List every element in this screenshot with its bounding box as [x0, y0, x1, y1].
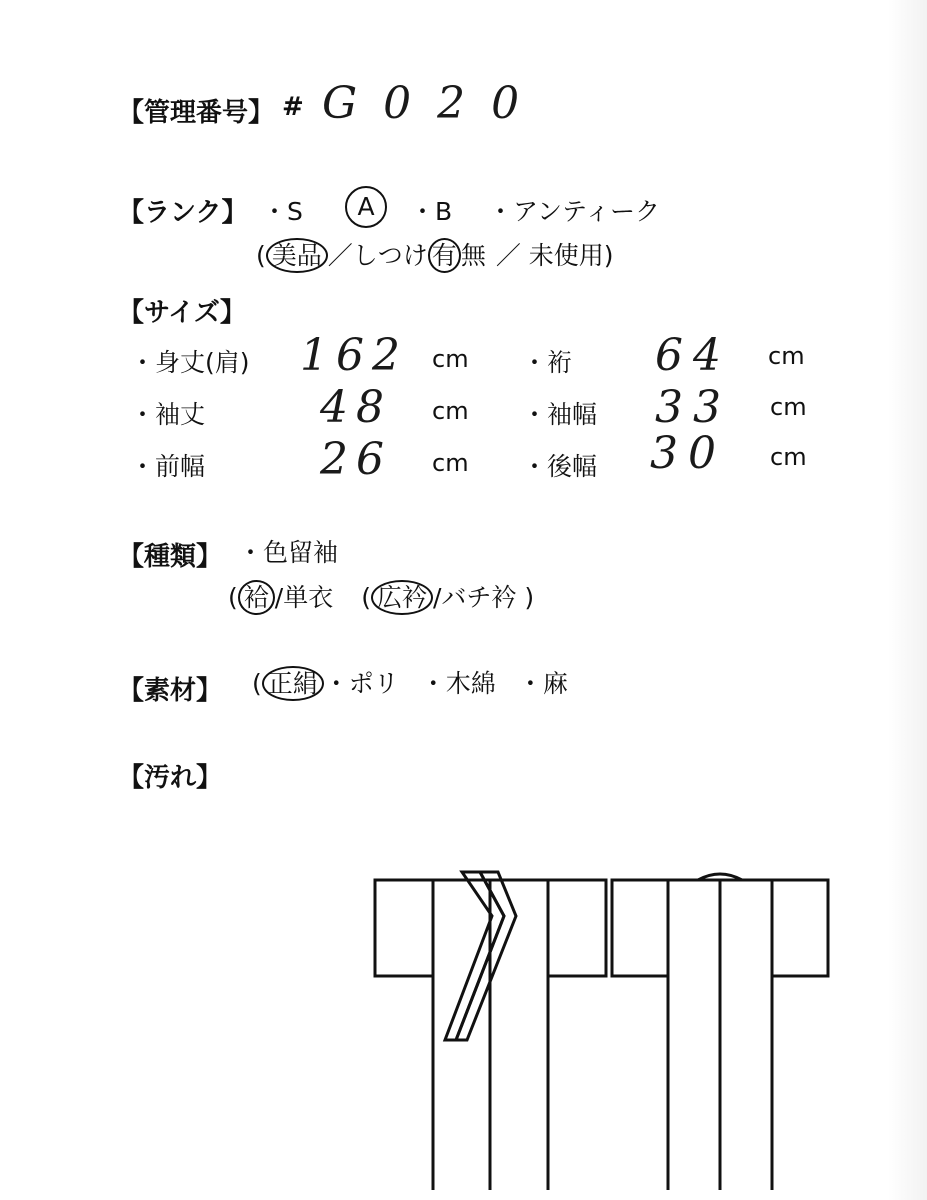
- size-left-label: ・身丈(肩): [130, 348, 250, 377]
- kimono-front-diagram: [370, 860, 610, 1200]
- management-hash: #: [282, 92, 304, 122]
- rank-mu: 無: [460, 241, 486, 270]
- size-right-label: ・裄: [522, 348, 573, 377]
- material-momen: ・木綿: [420, 669, 496, 698]
- size-left-value: 48: [320, 382, 392, 433]
- type-hitoe: /単衣: [274, 583, 334, 612]
- size-left-label: ・袖丈: [130, 400, 206, 429]
- page-edge-shadow: [887, 0, 927, 1200]
- size-right-value: 64: [655, 330, 731, 381]
- size-right-label: ・袖幅: [522, 400, 598, 429]
- size-right-unit: cm: [770, 393, 807, 421]
- size-label: 【サイズ】: [118, 298, 246, 328]
- material-poly: ・ポリ: [323, 669, 399, 698]
- rank-bihin-circled: 美品: [266, 238, 328, 273]
- size-right-value: 33: [655, 382, 731, 433]
- rank-s: ・S: [262, 197, 303, 226]
- kimono-back-diagram: [608, 860, 836, 1200]
- type-awase-circled: 袷: [238, 580, 275, 615]
- size-right-unit: cm: [768, 342, 805, 370]
- rank-b: ・B: [410, 197, 453, 226]
- rank-a-circled: A: [345, 186, 387, 228]
- size-left-unit: cm: [432, 397, 469, 425]
- rank-antique: ・アンティーク: [488, 197, 661, 226]
- size-left-value: 162: [300, 330, 408, 381]
- management-number: G 0 2 0: [322, 78, 526, 129]
- rank-ari-circled: 有: [428, 238, 461, 273]
- size-right-unit: cm: [770, 443, 807, 471]
- size-right-label: ・後幅: [522, 452, 598, 481]
- type-label: 【種類】: [118, 542, 223, 572]
- size-left-unit: cm: [432, 449, 469, 477]
- size-left-unit: cm: [432, 345, 469, 373]
- rank-mishiyou: ／ 未使用): [495, 241, 614, 270]
- rank-shitsuke: ／しつけ: [327, 241, 428, 270]
- material-asa: ・麻: [517, 669, 568, 698]
- management-label: 【管理番号】: [118, 98, 275, 128]
- type-iro-tomesode: ・色留袖: [238, 538, 339, 567]
- type-hiroeri-circled: 広衿: [371, 580, 433, 615]
- type-bachieri: /バチ衿 ): [433, 583, 535, 612]
- size-left-label: ・前幅: [130, 452, 206, 481]
- size-right-value: 30: [650, 428, 726, 479]
- rank-label: 【ランク】: [118, 198, 248, 228]
- stain-label: 【汚れ】: [118, 763, 223, 793]
- size-left-value: 26: [320, 434, 392, 485]
- material-label: 【素材】: [118, 676, 223, 706]
- material-shoken-circled: 正絹: [262, 666, 324, 701]
